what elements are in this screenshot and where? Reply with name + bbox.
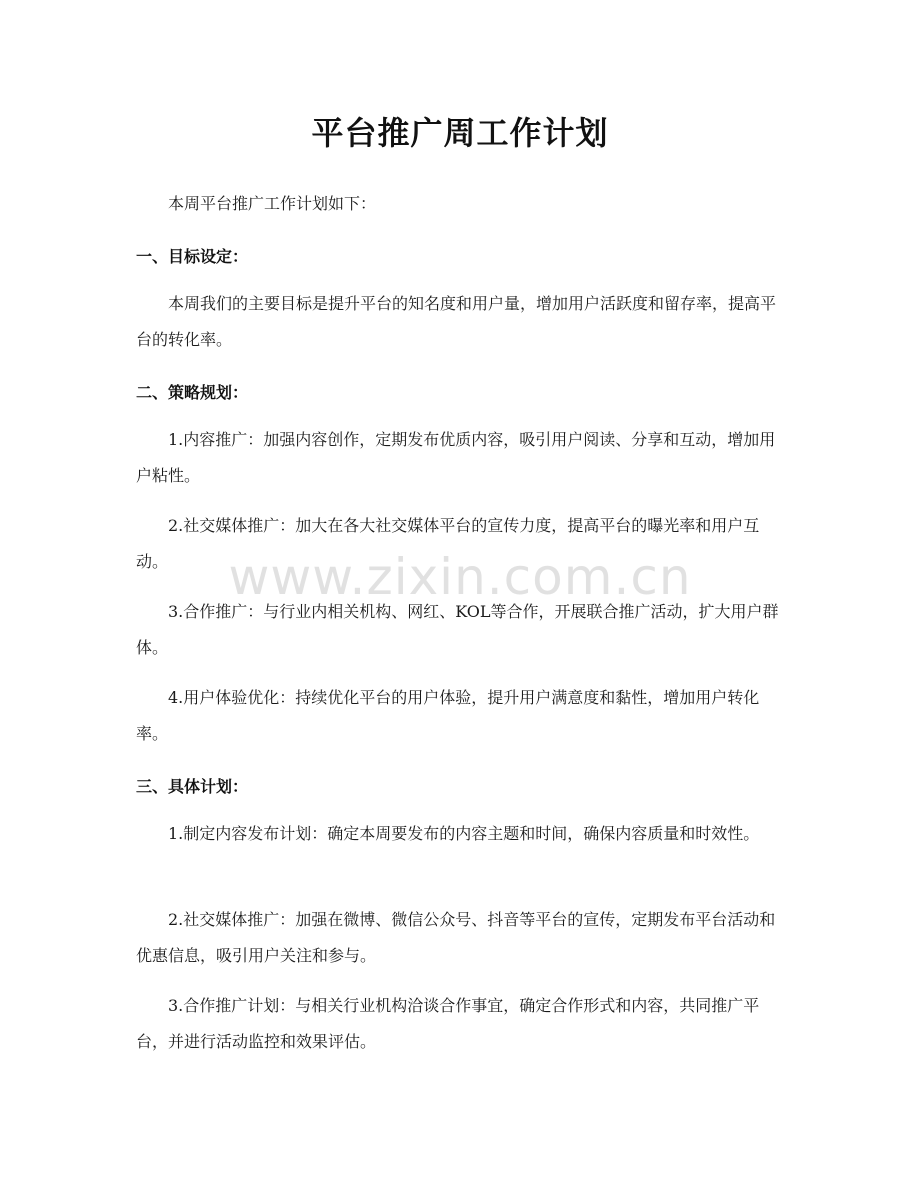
plan-item-2: 2.社交媒体推广：加强在微博、微信公众号、抖音等平台的宣传，定期发布平台活动和优惠信息，吸引用户关注和参与。 (136, 910, 776, 965)
document-title: 平台推广周工作计划 (311, 114, 609, 152)
goals-paragraph: 本周我们的主要目标是提升平台的知名度和用户量，增加用户活跃度和留存率，提高平台的转化率。 (136, 294, 777, 349)
section-heading-strategy: 二、策略规划： (136, 383, 249, 402)
section-heading-plan: 三、具体计划： (136, 777, 249, 796)
strategy-item-4: 4.用户体验优化：持续优化平台的用户体验，提升用户满意度和黏性，增加用户转化率。 (136, 688, 760, 743)
plan-item-1: 1.制定内容发布计划：确定本周要发布的内容主题和时间，确保内容质量和时效性。 (168, 824, 760, 843)
strategy-item-1: 1.内容推广：加强内容创作，定期发布优质内容，吸引用户阅读、分享和互动，增加用户粘性。 (136, 430, 776, 485)
intro-paragraph: 本周平台推广工作计划如下： (168, 194, 377, 213)
section-heading-goals: 一、目标设定： (136, 247, 249, 266)
strategy-item-2: 2.社交媒体推广：加大在各大社交媒体平台的宣传力度，提高平台的曝光率和用户互动。 (136, 516, 760, 571)
plan-item-3: 3.合作推广计划：与相关行业机构洽谈合作事宜，确定合作形式和内容，共同推广平台，并进行活动监控和效果评估。 (136, 996, 760, 1051)
watermark: www.zixin.com.cn (228, 548, 692, 606)
strategy-item-3: 3.合作推广：与行业内相关机构、网红、KOL等合作，开展联合推广活动，扩大用户群体。 (136, 602, 779, 657)
